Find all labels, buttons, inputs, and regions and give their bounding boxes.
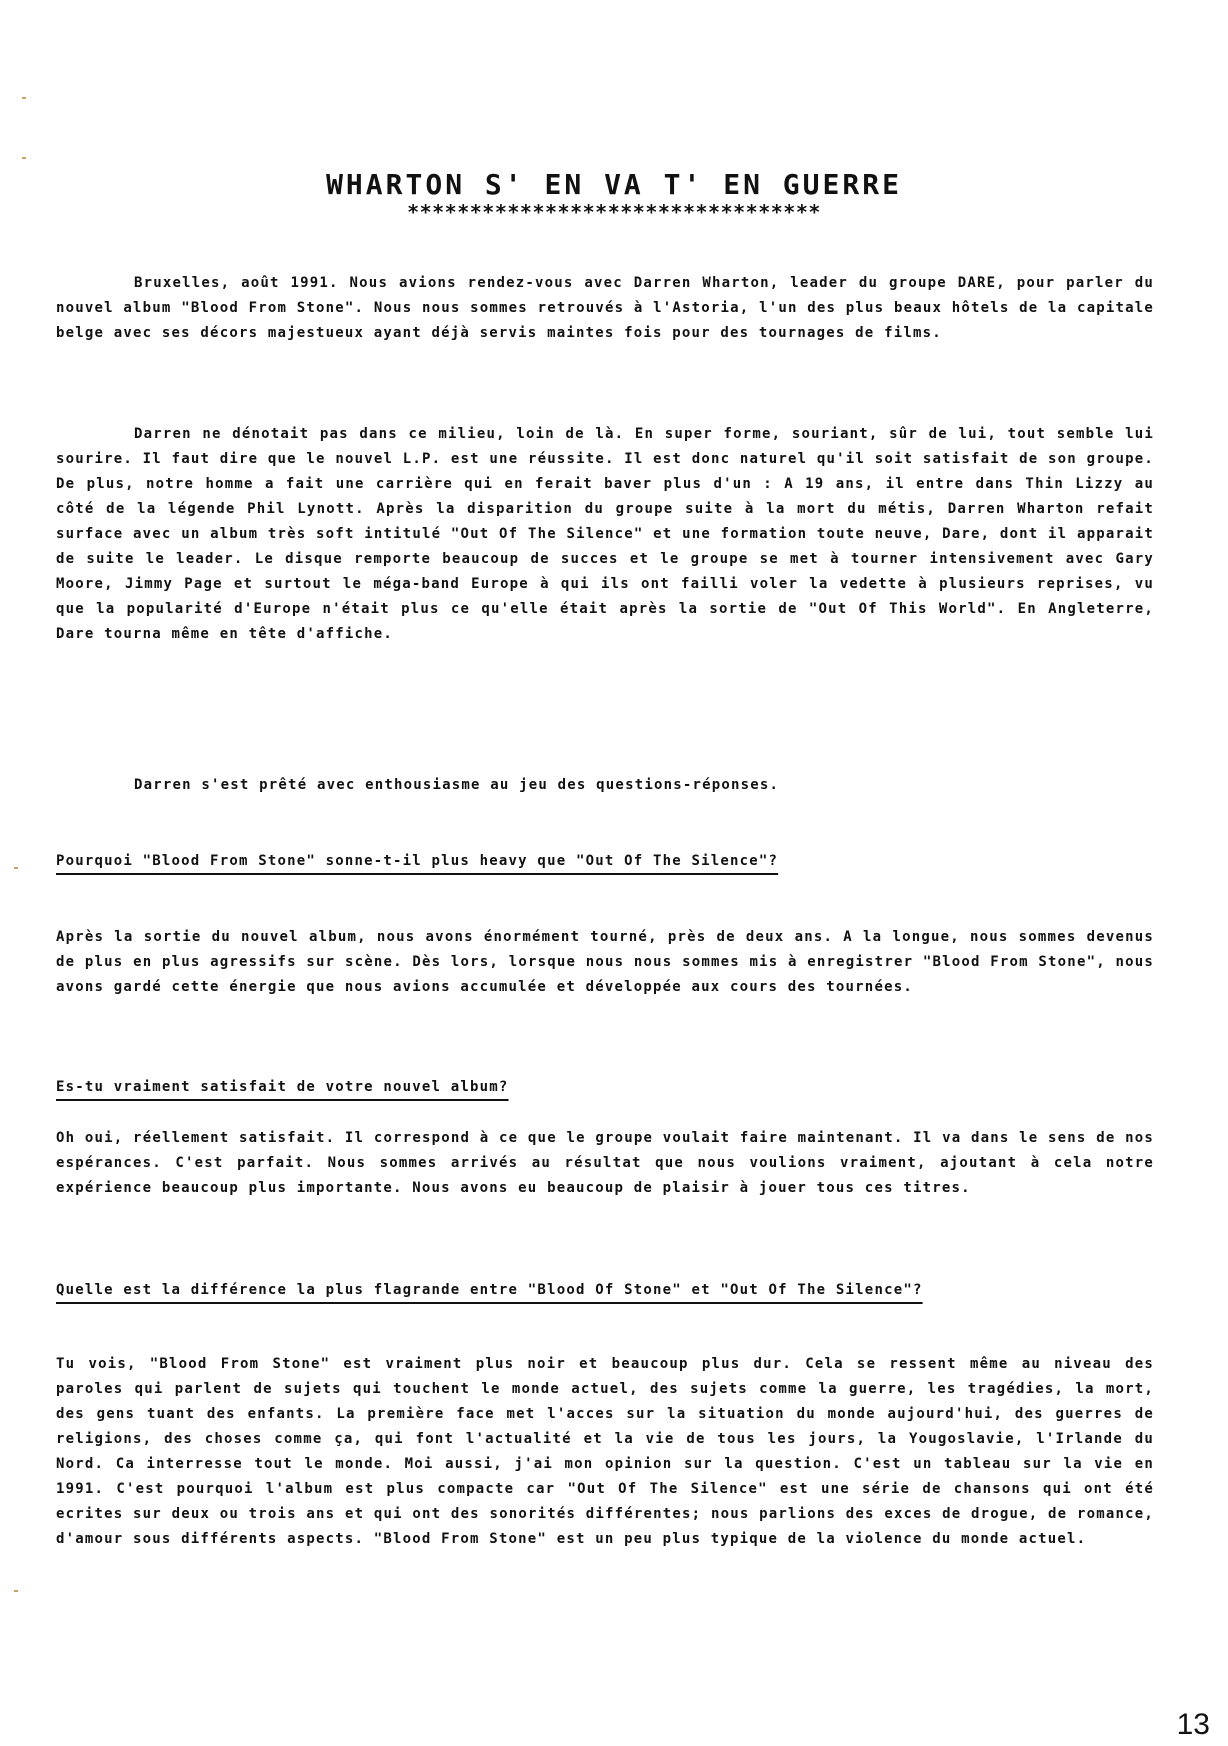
scan-speck	[22, 97, 26, 99]
question-2: Es-tu vraiment satisfait de votre nouvel album?	[56, 1079, 509, 1095]
article-title: WHARTON S' EN VA T' EN GUERRE	[326, 168, 902, 201]
intro-paragraph-1: Bruxelles, août 1991. Nous avions rendez-vous avec Darren Wharton, leader du groupe DARE, pour parler du nouvel album "Blood From Stone". Nous nous sommes retrouvés à l'Astoria, l'un des plus beaux hôtels de la capitale belge avec ses décors majestueux ayant déjà servis maintes fois pour des tournages de films.	[56, 275, 1154, 341]
page-number: 13	[1176, 1708, 1210, 1741]
answer-3: Tu vois, "Blood From Stone" est vraiment plus noir et beaucoup plus dur. Cela se ressent même au niveau des paroles qui parlent de sujets qui touchent le monde actuel, des sujets comme la guerre, les tragédies, la mort, des gens tuant des enfants. La première face met l'acces sur la situation du monde aujourd'hui, des guerres de religions, des choses comme ça, qui font l'actualité et la vie de tous les jours, la Yougoslavie, l'Irlande du Nord. Ca interresse tout le monde. Moi aussi, j'ai mon opinion sur la question. C'est un tableau sur la vie en 1991. C'est pourquoi l'album est plus compacte car "Out Of The Silence" est une série de chansons qui ont été ecrites sur deux ou trois ans et qui ont des sonorités différentes; nous parlions des exces de drogue, de romance, d'amour sous différents aspects. "Blood From Stone" est un peu plus typique de la violence du monde actuel.	[56, 1356, 1154, 1547]
answer-2: Oh oui, réellement satisfait. Il correspond à ce que le groupe voulait faire maintenant. Il va dans le sens de nos espérances. C'est parfait. Nous sommes arrivés au résultat que nous voulions vraiment, ajoutant à cela notre expérience beaucoup plus importante. Nous avons eu beaucoup de plaisir à jouer tous ces titres.	[56, 1130, 1154, 1196]
intro-paragraph-3: Darren s'est prêté avec enthousiasme au jeu des questions-réponses.	[134, 777, 780, 793]
scan-speck	[14, 867, 18, 869]
question-1: Pourquoi "Blood From Stone" sonne-t-il plus heavy que "Out Of The Silence"?	[56, 853, 779, 869]
scan-speck	[22, 157, 26, 159]
answer-1: Après la sortie du nouvel album, nous avons énormément tourné, près de deux ans. A la longue, nous sommes devenus de plus en plus agressifs sur scène. Dès lors, lorsque nous nous sommes mis à enregistrer "Blood From Stone", nous avons gardé cette énergie que nous avions accumulée et développée aux cours des tournées.	[56, 929, 1154, 995]
intro-paragraph-2: Darren ne dénotait pas dans ce milieu, loin de là. En super forme, souriant, sûr de lui, tout semble lui sourire. Il faut dire que le nouvel L.P. est une réussite. Il est donc naturel qu'il soit satisfait de son groupe. De plus, notre homme a fait une carrière qui en ferait baver plus d'un : A 19 ans, il entre dans Thin Lizzy au côté de la légende Phil Lynott. Après la disparition du groupe suite à la mort du métis, Darren Wharton refait surface avec un album très soft intitulé "Out Of The Silence" et une formation toute neuve, Dare, dont il apparait de suite le leader. Le disque remporte beaucoup de succes et le groupe se met à tourner intensivement avec Gary Moore, Jimmy Page et surtout le méga-band Europe à qui ils ont failli voler la vedette à plusieurs reprises, vu que la popularité d'Europe n'était plus ce qu'elle était après la sortie de "Out Of This World". En Angleterre, Dare tourna même en tête d'affiche.	[56, 426, 1154, 642]
question-3: Quelle est la différence la plus flagrande entre "Blood Of Stone" et "Out Of The Silence"?	[56, 1282, 923, 1298]
title-asterisk-rule: *********************************	[407, 200, 821, 224]
scan-speck	[14, 1590, 18, 1592]
